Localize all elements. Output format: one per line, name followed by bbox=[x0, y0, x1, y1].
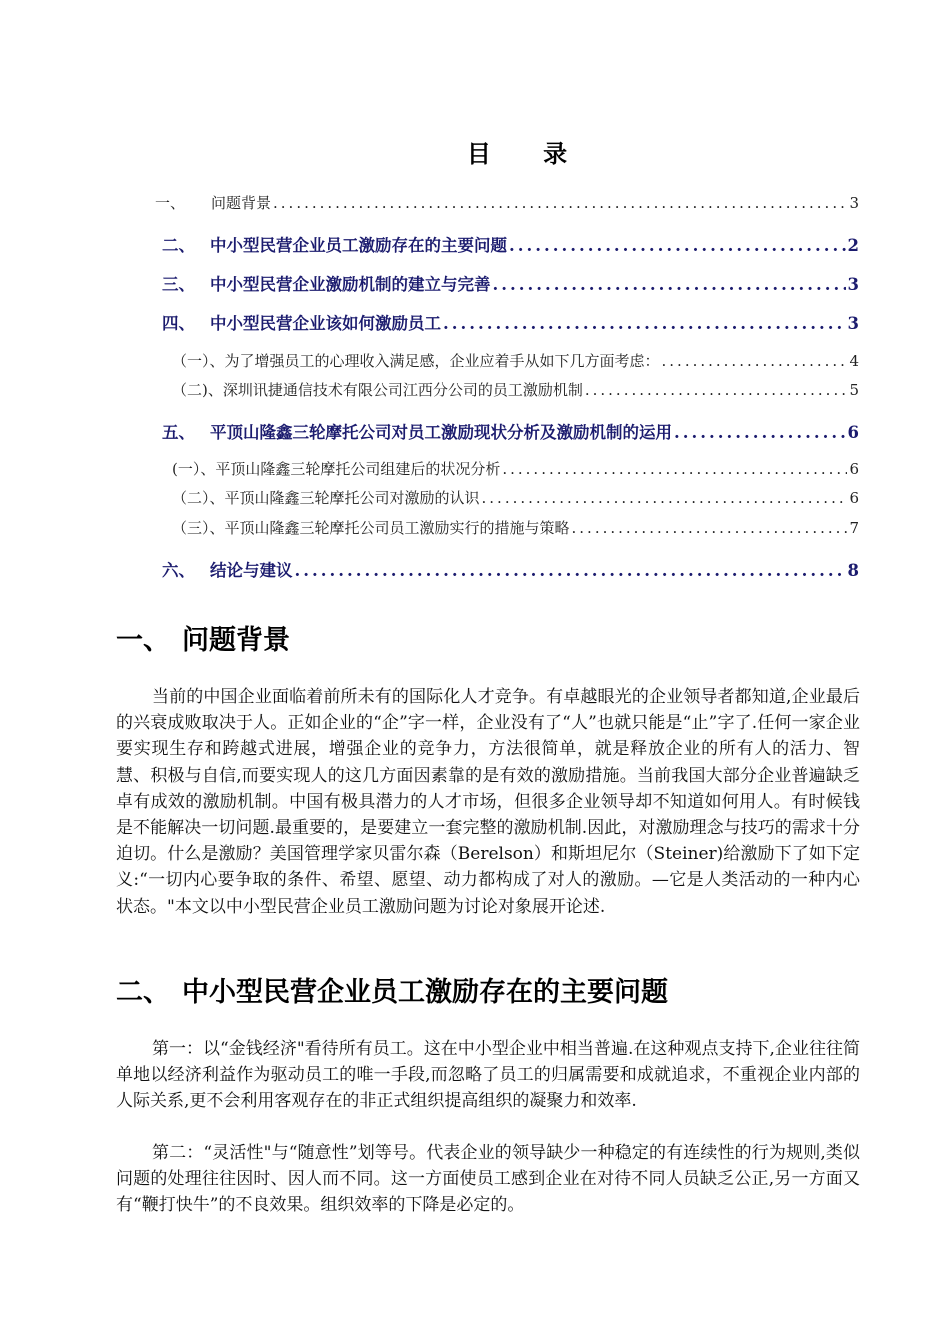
toc-entry-page: 6 bbox=[849, 460, 859, 478]
toc-leader-dots bbox=[493, 275, 846, 294]
toc-title: 目 录 bbox=[466, 139, 590, 168]
toc-entry-page: 6 bbox=[847, 423, 859, 442]
toc-entry-number: 五、 bbox=[162, 423, 195, 442]
toc-leader-dots bbox=[585, 381, 848, 399]
toc-entry-label: （一）、为了增强员工的心理收入满足感，企业应着手从如下几方面考虑： bbox=[172, 352, 660, 370]
body-paragraph: 当前的中国企业面临着前所未有的国际化人才竞争。有卓越眼光的企业领导者都知道,企业最后的兴衰成败取决于人。正如企业的“企”字一样，企业没有了“人”也就只能是“止”字了.任何一家企业要实现生存和跨越式进展，增强企业的竞争力，方法很简单，就是释放企业的所有人的活力、智慧、积极与自信,而要实现人的这几方面因素靠的是有效的激励措施。当前我国大部分企业普遍缺乏卓有成效的激励机制。中国有极具潜力的人才市场，但很多企业领导却不知道如何用人。有时候钱是不能解决一切问题.最重要的，是要建立一套完整的激励机制.因此，对激励理念与技巧的需求十分迫切。什么是激励？美国管理学家贝雷尔森（Berelson）和斯坦尼尔（Steiner)给激励下了如下定义:“一切内心要争取的条件、希望、愿望、动力都构成了对人的激励。—它是人类活动的一种内心状态。"本文以中小型民营企业员工激励问题为讨论对象展开论述. bbox=[116, 687, 860, 917]
toc-entry-page: 4 bbox=[849, 352, 859, 370]
section-title: 问题背景 bbox=[182, 625, 290, 656]
toc-leader-dots bbox=[674, 423, 846, 442]
toc-entry-label: （二）、平顶山隆鑫三轮摩托公司对激励的认识 bbox=[172, 489, 480, 507]
toc-entry[interactable] bbox=[162, 557, 859, 581]
section-title: 中小型民营企业员工激励存在的主要问题 bbox=[182, 977, 668, 1008]
toc-entry-number: 四、 bbox=[162, 314, 195, 333]
toc-subentry[interactable] bbox=[172, 517, 859, 538]
toc-entry-number: 一、 bbox=[155, 194, 186, 212]
toc-entry-page: 6 bbox=[849, 489, 859, 507]
toc-entry-label: （三）、平顶山隆鑫三轮摩托公司员工激励实行的措施与策略 bbox=[172, 519, 570, 537]
toc-subentry[interactable] bbox=[172, 487, 859, 508]
section-heading bbox=[116, 618, 290, 657]
toc-entry-page: 3 bbox=[849, 194, 859, 212]
toc-entry-page: 3 bbox=[847, 314, 859, 333]
toc-entry[interactable] bbox=[162, 232, 859, 256]
toc-entry-number: 六、 bbox=[162, 561, 195, 580]
toc-entry-label: 中小型民营企业激励机制的建立与完善 bbox=[210, 275, 491, 294]
toc-entry-number: 三、 bbox=[162, 275, 195, 294]
toc-entry[interactable] bbox=[162, 271, 859, 295]
toc-leader-dots bbox=[482, 489, 848, 507]
toc-entry-number: 二、 bbox=[162, 236, 195, 255]
toc-leader-dots bbox=[502, 460, 847, 478]
toc-subentry[interactable] bbox=[172, 458, 859, 479]
toc-leader-dots bbox=[572, 519, 848, 537]
toc-entry-label: 平顶山隆鑫三轮摩托公司对员工激励现状分析及激励机制的运用 bbox=[210, 423, 672, 442]
toc-leader-dots bbox=[662, 352, 848, 370]
body-paragraph: 第二：“灵活性"与“随意性”划等号。代表企业的领导缺少一种稳定的有连续性的行为规则,类似问题的处理往往因时、因人而不同。这一方面使员工感到企业在对待不同人员缺乏公正,另一方面又有“鞭打快牛”的不良效果。组织效率的下降是必定的。 bbox=[116, 1143, 860, 1216]
toc-leader-dots bbox=[295, 561, 846, 580]
toc-subentry[interactable] bbox=[172, 350, 859, 371]
toc-leader-dots bbox=[443, 314, 846, 333]
body-paragraph: 第一：以“金钱经济"看待所有员工。这在中小型企业中相当普遍.在这种观点支持下,企业往往简单地以经济利益作为驱动员工的唯一手段,而忽略了员工的归属需要和成就追求，不重视企业内部的人际关系,更不会利用客观存在的非正式组织提高组织的凝聚力和效率. bbox=[116, 1039, 860, 1112]
toc-entry-label: 中小型民营企业该如何激励员工 bbox=[210, 314, 441, 333]
toc-entry[interactable] bbox=[162, 419, 859, 443]
section-heading bbox=[116, 970, 668, 1009]
toc-entry[interactable] bbox=[155, 192, 859, 213]
toc-entry-label: (一）、平顶山隆鑫三轮摩托公司组建后的状况分析 bbox=[172, 460, 501, 478]
toc-entry-label: （二)、深圳讯捷通信技术有限公司江西分公司的员工激励机制 bbox=[172, 381, 583, 399]
toc-entry-page: 7 bbox=[849, 519, 859, 537]
toc-entry-page: 3 bbox=[847, 275, 859, 294]
toc-entry-label: 问题背景 bbox=[211, 194, 272, 212]
section-number: 二、 bbox=[116, 977, 170, 1008]
toc-entry-label: 中小型民营企业员工激励存在的主要问题 bbox=[210, 236, 507, 255]
toc-leader-dots bbox=[509, 236, 846, 255]
toc-entry[interactable] bbox=[162, 310, 859, 334]
toc-entry-page: 8 bbox=[847, 561, 859, 580]
toc-entry-label: 结论与建议 bbox=[210, 561, 293, 580]
section-number: 一、 bbox=[116, 625, 170, 656]
toc-entry-page: 2 bbox=[847, 236, 859, 255]
toc-subentry[interactable] bbox=[172, 379, 859, 400]
toc-entry-page: 5 bbox=[849, 381, 859, 399]
toc-leader-dots bbox=[273, 194, 847, 212]
